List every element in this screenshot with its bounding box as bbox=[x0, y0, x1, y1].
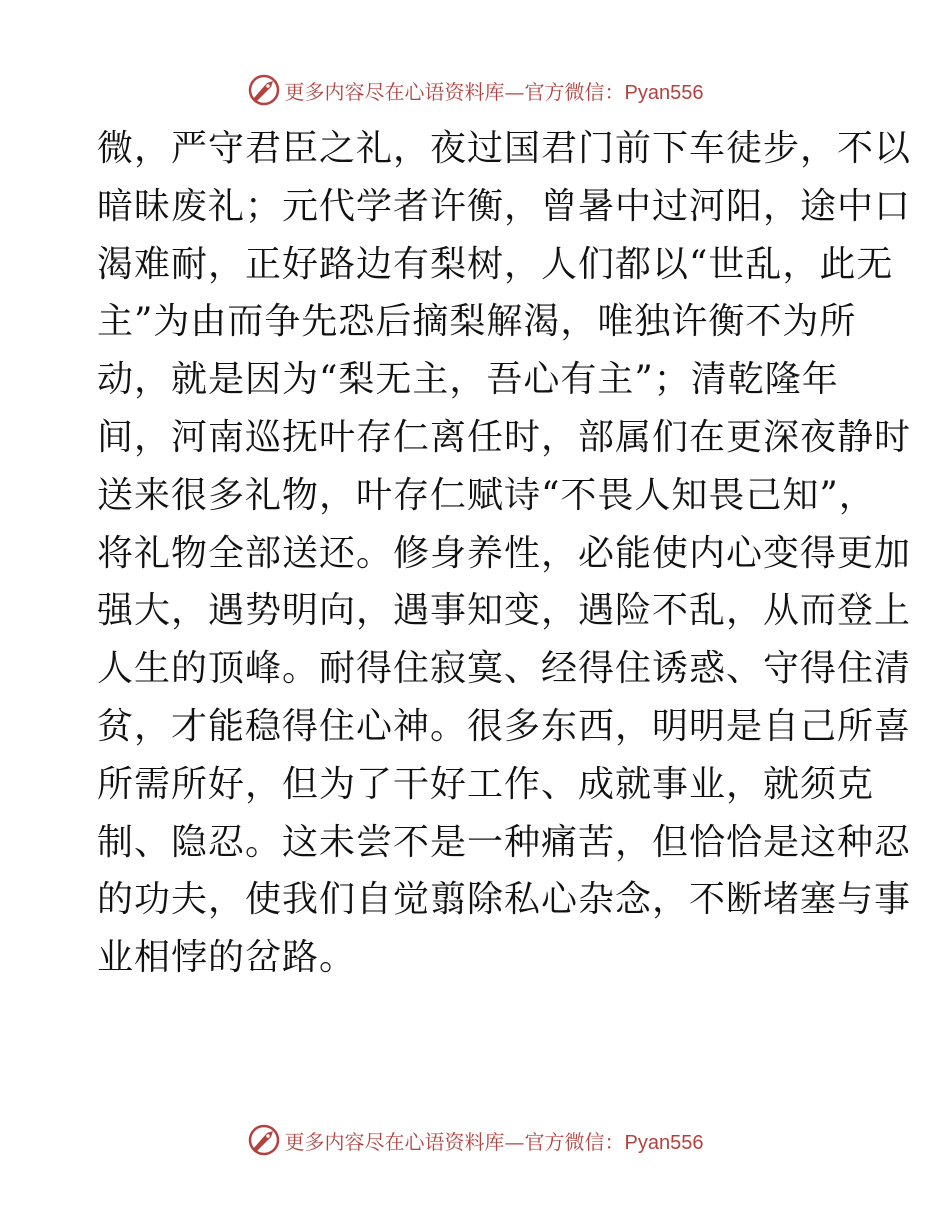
footer-text bbox=[285, 1126, 704, 1155]
footer-site-text: 更多内容尽在心语资料库 bbox=[284, 1129, 505, 1154]
text-line: 将礼物全部送还。修身养性，必能使内心变得更加 bbox=[97, 532, 912, 574]
text-line: 业相悖的岔路。 bbox=[97, 937, 357, 979]
text-line: 的功夫，使我们自觉翦除私心杂念，不断堵塞与事 bbox=[97, 879, 912, 921]
document-body bbox=[97, 120, 912, 987]
text-line: 渴难耐，正好路边有梨树，人们都以“世乱，此无 bbox=[97, 243, 894, 285]
header-banner bbox=[0, 70, 950, 110]
text-line: 人生的顶峰。耐得住寂寞、经得住诱惑、守得住清 bbox=[97, 648, 912, 690]
text-line: 间，河南巡抚叶存仁离任时，部属们在更深夜静时 bbox=[97, 416, 912, 458]
header-text bbox=[285, 76, 704, 105]
pen-nib-circle-icon bbox=[247, 1123, 281, 1157]
text-line: 主”为由而争先恐后摘梨解渴，唯独许衡不为所 bbox=[97, 301, 857, 343]
footer-wechat-label: 官方微信： bbox=[524, 1129, 625, 1154]
text-line: 送来很多礼物，叶存仁赋诗“不畏人知畏己知”， bbox=[97, 474, 876, 516]
text-line: 贫，才能稳得住心神。很多东西，明明是自己所喜 bbox=[97, 705, 912, 747]
text-line: 微，严守君臣之礼，夜过国君门前下车徒步，不以 bbox=[97, 128, 912, 169]
text-line: 制、隐忍。这未尝不是一种痛苦，但恰恰是这种忍 bbox=[97, 821, 912, 863]
header-wechat-label: 官方微信： bbox=[524, 79, 625, 104]
header-separator: — bbox=[504, 79, 525, 104]
text-line: 暗昧废礼；元代学者许衡，曾暑中过河阳，途中口 bbox=[97, 185, 912, 227]
text-line: 动，就是因为“梨无主，吾心有主”；清乾隆年 bbox=[97, 359, 839, 401]
header-wechat-id: Pyan556 bbox=[624, 81, 704, 104]
text-line: 强大，遇势明向，遇事知变，遇险不乱，从而登上 bbox=[97, 590, 912, 632]
pen-nib-circle-icon bbox=[247, 73, 281, 107]
header-site-text: 更多内容尽在心语资料库 bbox=[284, 79, 505, 104]
footer-banner bbox=[0, 1120, 950, 1160]
footer-wechat-id: Pyan556 bbox=[624, 1131, 704, 1154]
text-line: 所需所好，但为了干好工作、成就事业，就须克 bbox=[97, 763, 875, 805]
footer-separator: — bbox=[504, 1129, 525, 1154]
